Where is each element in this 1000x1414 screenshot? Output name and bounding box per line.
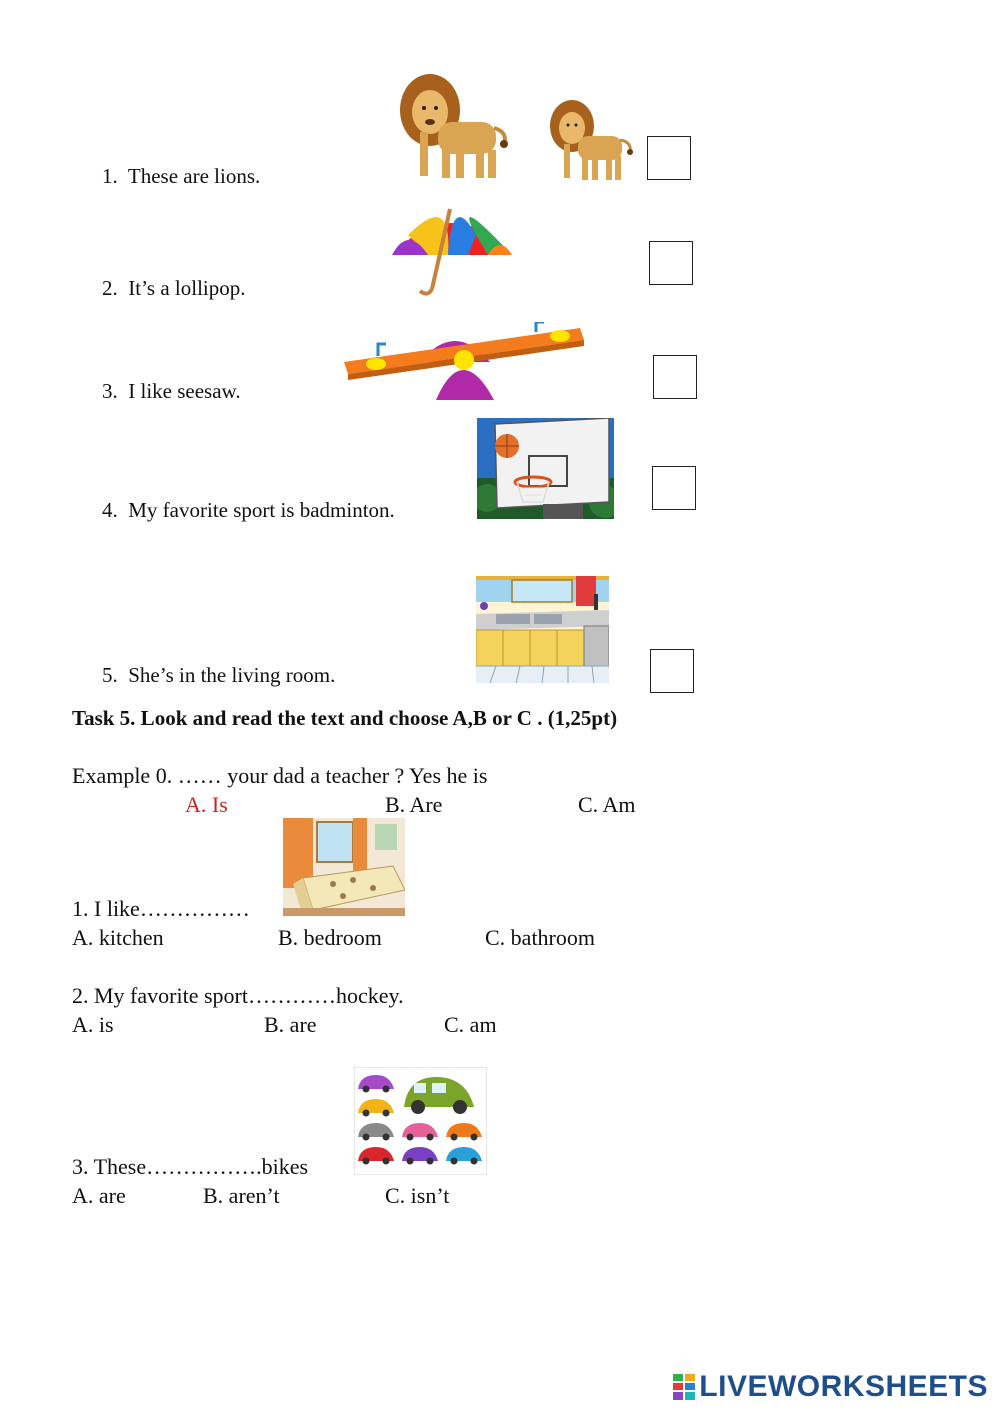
lion-small-image [548,98,636,184]
item-number: 3. [102,379,118,403]
question-1: 1. I like…………… [72,896,250,921]
question-2: 2. My favorite sport…………hockey. [72,983,404,1008]
cars-image [354,1067,487,1175]
question-3: 3. These…………….bikes [72,1154,309,1179]
answer-checkbox-5[interactable] [650,649,694,693]
task4-item-1 [102,164,260,189]
example-option-a[interactable]: A. Is [185,792,228,817]
q2-option-c[interactable]: C. am [444,1012,497,1037]
q2-option-b[interactable]: B. are [264,1012,317,1037]
q3-option-b[interactable]: B. aren’t [203,1183,280,1208]
item-text: It’s a lollipop. [128,276,246,300]
answer-checkbox-1[interactable] [647,136,691,180]
basketball-hoop-image [477,418,614,519]
brand-name: LIVEWORKSHEETS [699,1370,988,1403]
umbrella-image [388,205,516,297]
bedroom-image [283,818,405,916]
seesaw-image [340,322,586,400]
example-question: Example 0. …… your dad a teacher ? Yes he is [72,763,488,788]
item-text: My favorite sport is badminton. [128,498,395,522]
task4-item-3 [102,379,241,404]
liveworksheets-logo [673,1370,988,1404]
item-number: 5. [102,663,118,687]
item-text: She’s in the living room. [128,663,336,687]
liveworksheets-logo-icon [673,1374,695,1400]
kitchen-image [476,576,609,683]
answer-checkbox-3[interactable] [653,355,697,399]
q3-option-a[interactable]: A. are [72,1183,126,1208]
item-number: 2. [102,276,118,300]
task4-item-5 [102,663,335,688]
task4-item-4 [102,498,395,523]
item-number: 4. [102,498,118,522]
lion-large-image [398,72,513,184]
q3-option-c[interactable]: C. isn’t [385,1183,450,1208]
answer-checkbox-4[interactable] [652,466,696,510]
item-number: 1. [102,164,118,188]
item-text: These are lions. [127,164,261,188]
example-option-c[interactable]: C. Am [578,792,636,817]
item-text: I like seesaw. [128,379,241,403]
example-option-b[interactable]: B. Are [385,792,443,817]
task5-title: Task 5. Look and read the text and choose A,B or C . (1,25pt) [72,706,618,730]
q1-option-c[interactable]: C. bathroom [485,925,595,950]
answer-checkbox-2[interactable] [649,241,693,285]
q1-option-b[interactable]: B. bedroom [278,925,382,950]
q1-option-a[interactable]: A. kitchen [72,925,164,950]
task4-item-2 [102,276,246,301]
q2-option-a[interactable]: A. is [72,1012,114,1037]
